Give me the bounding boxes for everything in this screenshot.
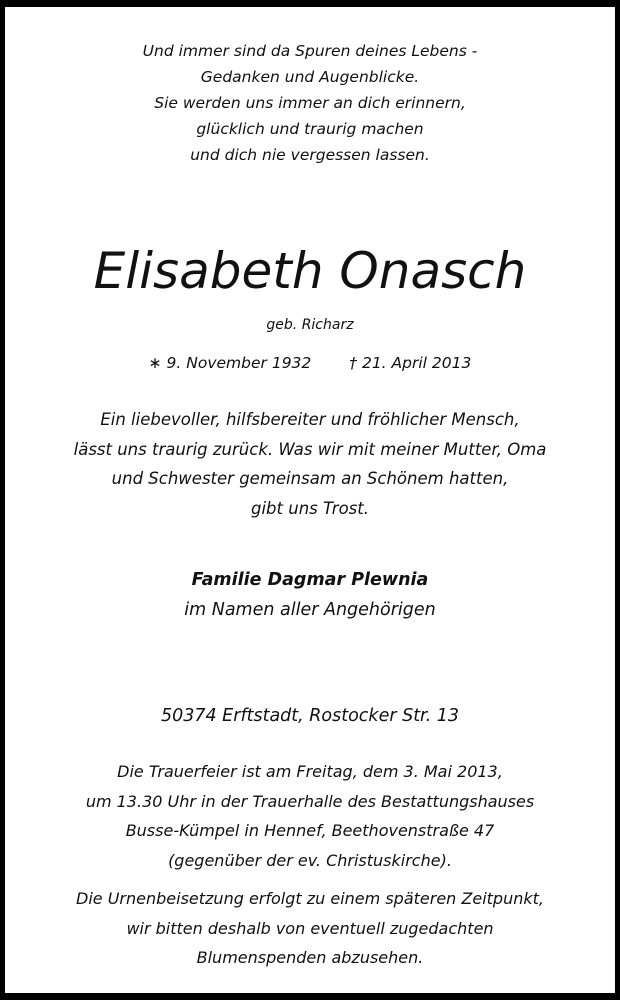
tribute-line: und Schwester gemeinsam an Schönem hatten, xyxy=(111,469,509,488)
birth-date: ∗ 9. November 1932 xyxy=(148,354,312,372)
deceased-name: Elisabeth Onasch xyxy=(93,242,527,300)
mourners-block xyxy=(5,565,615,625)
life-dates xyxy=(5,351,615,375)
poem-line: Sie werden uns immer an dich erinnern, xyxy=(154,94,466,112)
tribute-line: gibt uns Trost. xyxy=(251,498,369,518)
poem-line: und dich nie vergessen lassen. xyxy=(190,146,430,164)
tribute-line: lässt uns traurig zurück. Was wir mit meiner Mutter, Oma xyxy=(73,439,547,459)
funeral-service-info xyxy=(5,757,615,875)
urn-line: Die Urnenbeisetzung erfolgt zu einem späteren Zeitpunkt, xyxy=(76,889,544,908)
tribute-text xyxy=(5,405,615,523)
urn-line: wir bitten deshalb von eventuell zugedachten xyxy=(126,918,494,938)
memorial-poem xyxy=(5,38,615,168)
tribute-line: Ein liebevoller, hilfsbereiter und fröhlicher Mensch, xyxy=(100,410,520,429)
urn-burial-info xyxy=(5,884,615,973)
poem-line: Gedanken und Augenblicke. xyxy=(200,68,420,86)
death-date: † 21. April 2013 xyxy=(349,354,472,372)
service-line: (gegenüber der ev. Christuskirche). xyxy=(168,850,452,870)
relatives-line: im Namen aller Angehörigen xyxy=(184,600,436,620)
family-address: 50374 Erftstadt, Rostocker Str. 13 xyxy=(160,706,460,726)
service-line: Busse-Kümpel in Hennef, Beethovenstraße 47 xyxy=(125,821,495,840)
urn-line: Blumenspenden abzusehen. xyxy=(196,948,424,967)
family-name: Familie Dagmar Plewnia xyxy=(191,570,429,590)
poem-line: glücklich und traurig machen xyxy=(196,120,424,138)
maiden-name: geb. Richarz xyxy=(266,317,354,333)
poem-line: Und immer sind da Spuren deines Lebens - xyxy=(142,42,478,60)
service-line: Die Trauerfeier ist am Freitag, dem 3. Mai 2013, xyxy=(117,762,503,781)
service-line: um 13.30 Uhr in der Trauerhalle des Bestattungshauses xyxy=(85,791,535,811)
